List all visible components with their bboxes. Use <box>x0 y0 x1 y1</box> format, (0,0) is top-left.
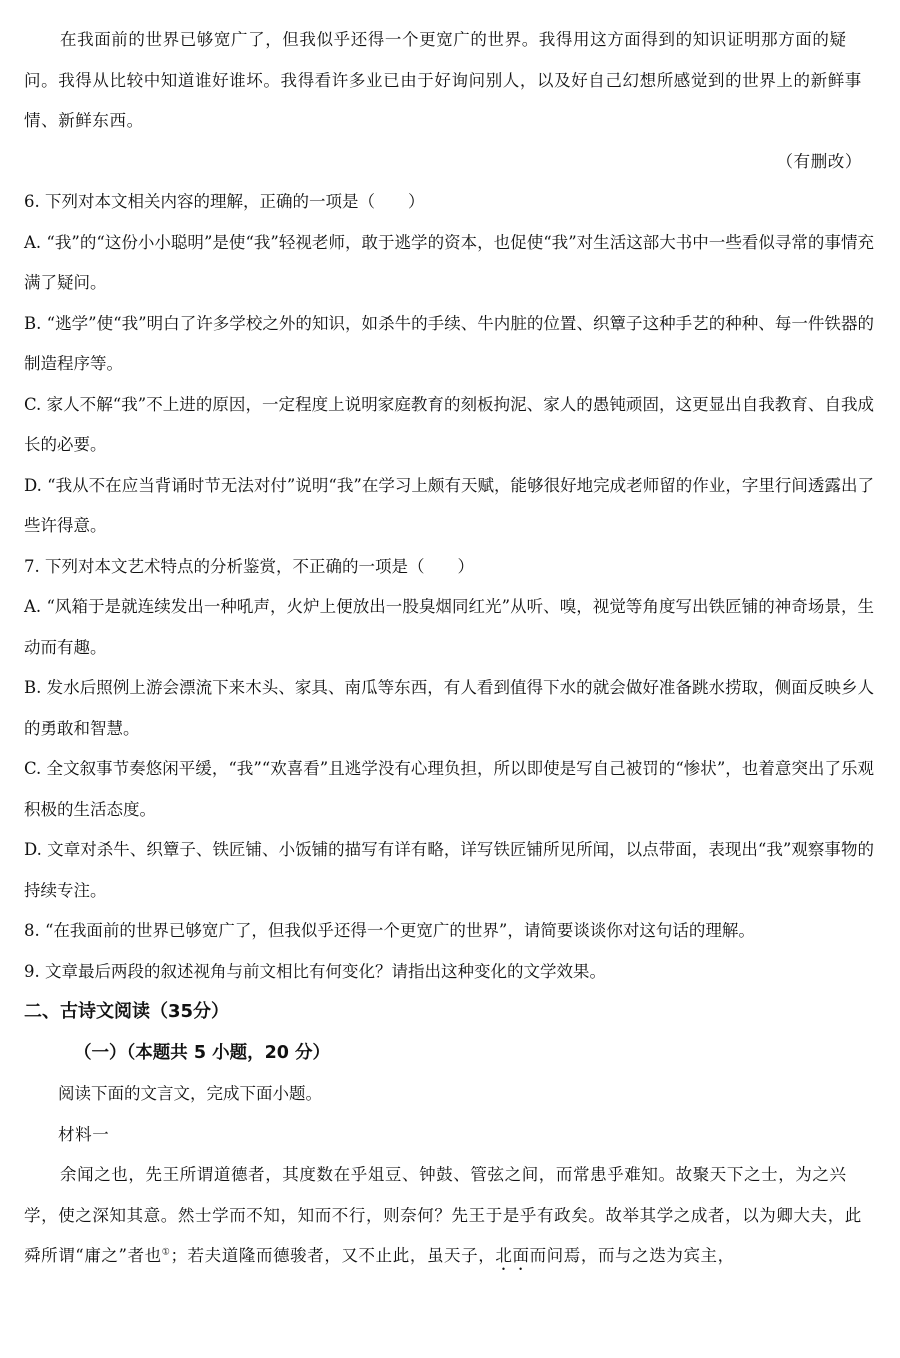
emphasized-word: 北面 <box>495 1246 530 1265</box>
passage-text: ；若夫道隆而德骏者，又不止此，虽天子， <box>170 1246 496 1265</box>
source-note: （有删改） <box>776 151 862 171</box>
question-stem: 7. 下列对本文艺术特点的分析鉴赏，不正确的一项是（ ） <box>24 556 474 576</box>
question-7 <box>24 547 874 912</box>
option-d: D. “我从不在应当背诵时节无法对付”说明“我”在学习上颇有天赋，能够很好地完成老师留的作业，字里行间透露出了些许得意。 <box>24 475 874 535</box>
option-b: B. “逃学”使“我”明白了许多学校之外的知识，如杀牛的手续、牛内脏的位置、织簟子这种手艺的种种、每一件铁器的制造程序等。 <box>24 313 874 373</box>
passage-text: 余闻之也，先王所谓道德者，其度数在乎俎豆、钟鼓、管弦之间，而常患乎难知。故聚天下之士，为之兴学，使之深知其意。然士学而不知，知而不行，则奈何？先王于是乎有政矣。故举其学之成者，以为卿大夫，此舜所谓“庸之”者也 <box>24 1165 862 1265</box>
classical-passage <box>24 1155 874 1277</box>
question-stem: 6. 下列对本文相关内容的理解，正确的一项是（ ） <box>24 192 425 211</box>
exam-page <box>0 20 900 1358</box>
option-a: A. “风箱于是就连续发出一种吼声，火炉上便放出一股臭烟同红光”从听、嗅，视觉等角度写出铁匠铺的神奇场景，生动而有趣。 <box>24 597 874 657</box>
option-d: D. 文章对杀牛、织簟子、铁匠铺、小饭铺的描写有详有略，详写铁匠铺所见所闻，以点带面，表现出“我”观察事物的持续专注。 <box>24 840 874 900</box>
option-c: C. 家人不解“我”不上进的原因，一定程度上说明家庭教育的刻板拘泥、家人的愚钝顽固，这更显出自我教育、自我成长的必要。 <box>24 394 874 454</box>
question-8: 8. “在我面前的世界已够宽广了，但我似乎还得一个更宽广的世界”，请简要谈谈你对这句话的理解。 <box>24 921 755 940</box>
section-title: 二、古诗文阅读（35分） <box>24 1001 230 1022</box>
option-b: B. 发水后照例上游会漂流下来木头、家具、南瓜等东西，有人看到值得下水的就会做好准备跳水捞取，侧面反映乡人的勇敢和智慧。 <box>24 678 874 738</box>
passage-text: 而问焉，而与之迭为宾主， <box>529 1246 735 1265</box>
material-label: 材料一 <box>58 1124 110 1144</box>
option-a: A. “我”的“这份小小聪明”是使“我”轻视老师，敢于逃学的资本，也促使“我”对生活这部大书中一些看似寻常的事情充满了疑问。 <box>24 232 874 292</box>
question-6 <box>24 182 874 547</box>
footnote-marker: ① <box>161 1247 171 1258</box>
option-c: C. 全文叙事节奏悠闲平缓，“我”“欢喜看”且逃学没有心理负担，所以即使是写自己被罚的“惨状”，也着意突出了乐观积极的生活态度。 <box>24 759 874 819</box>
question-9: 9. 文章最后两段的叙述视角与前文相比有何变化？请指出这种变化的文学效果。 <box>24 961 606 981</box>
subsection-title: （一）（本题共 5 小题，20 分） <box>74 1043 331 1063</box>
instruction-text: 阅读下面的文言文，完成下面小题。 <box>58 1084 322 1103</box>
reading-passage-closing: 在我面前的世界已够宽广了，但我似乎还得一个更宽广的世界。我得用这方面得到的知识证明那方面的疑问。我得从比较中知道谁好谁坏。我得看许多业已由于好询问别人，以及好自己幻想所感觉到的世界上的新鲜事情、新鲜东西。 <box>24 30 862 130</box>
